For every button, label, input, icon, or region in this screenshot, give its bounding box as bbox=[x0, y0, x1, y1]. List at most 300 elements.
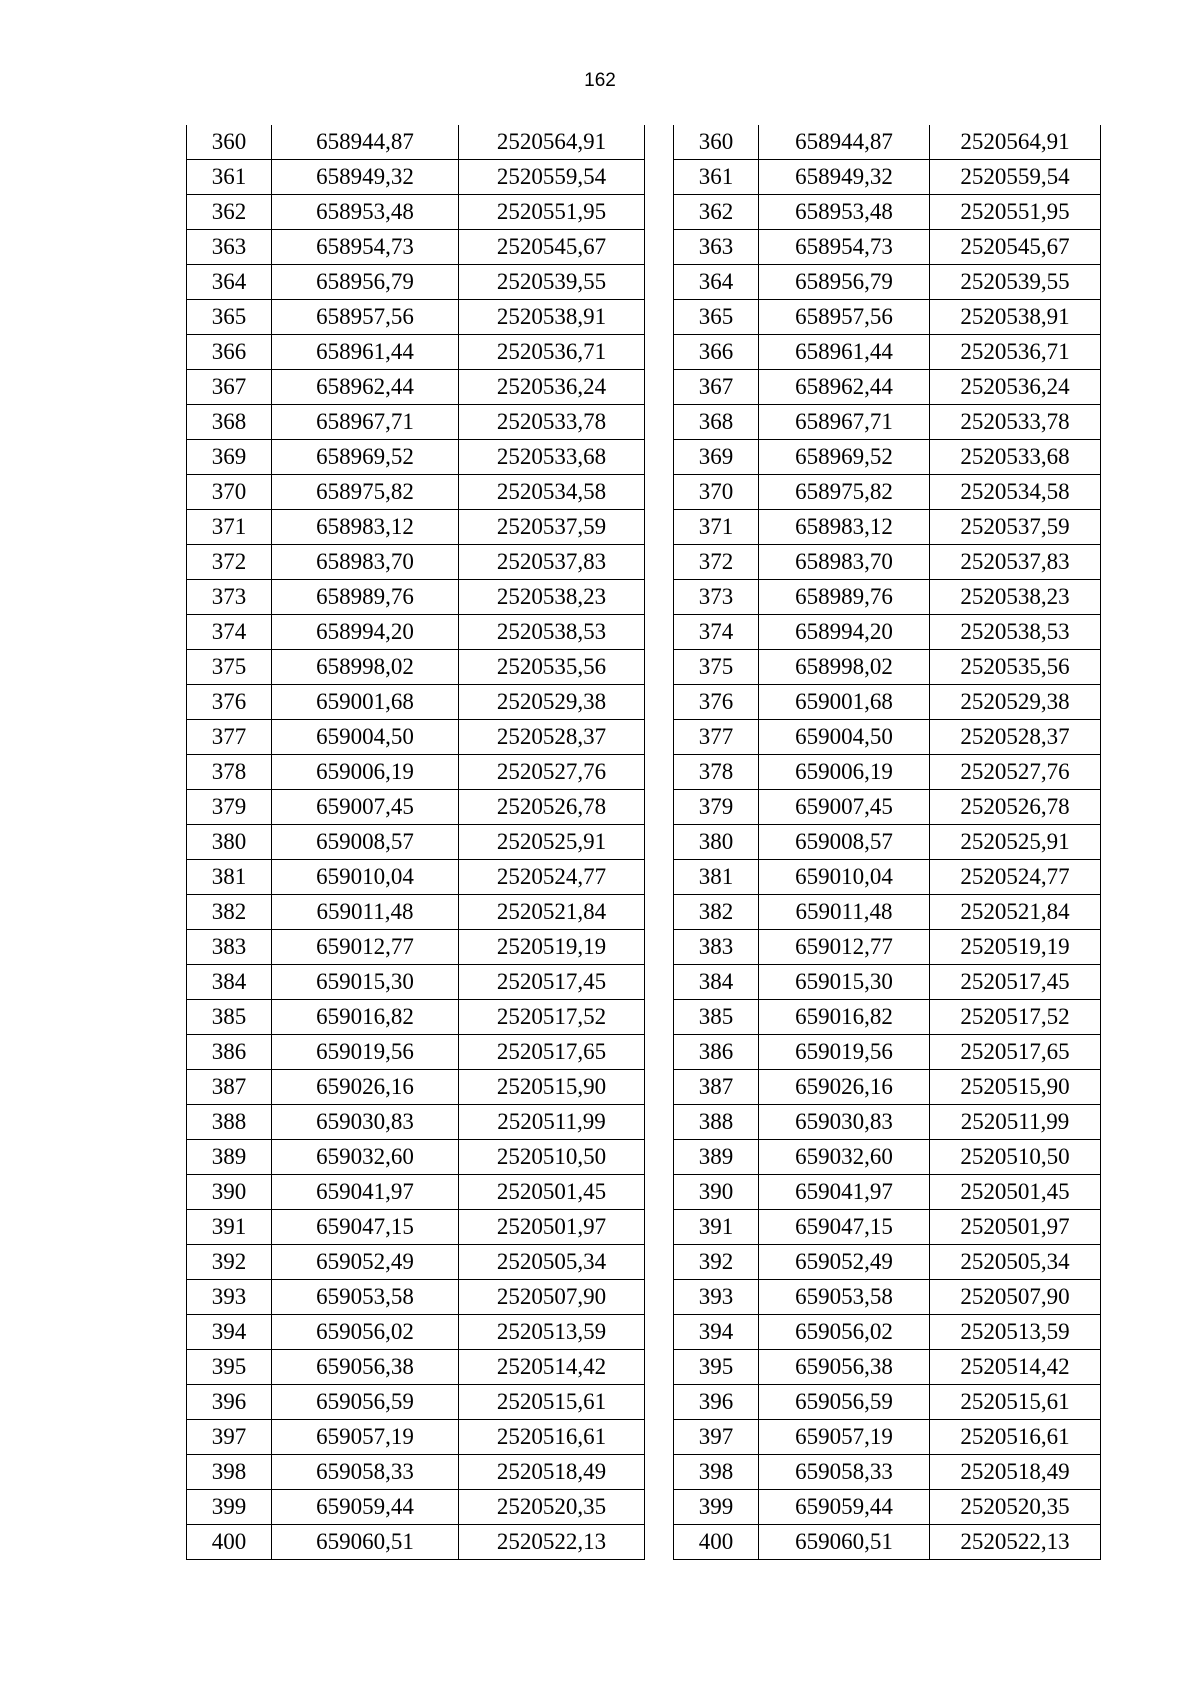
table-row bbox=[187, 1280, 645, 1315]
table-row bbox=[187, 720, 645, 755]
y-coordinate-cell: 2520505,34 bbox=[930, 1245, 1101, 1280]
table-row bbox=[187, 475, 645, 510]
table-row bbox=[674, 650, 1101, 685]
y-coordinate-cell: 2520538,91 bbox=[459, 300, 645, 335]
table-row bbox=[187, 265, 645, 300]
x-coordinate-cell: 659007,45 bbox=[759, 790, 930, 825]
table-row bbox=[187, 370, 645, 405]
point-number-cell: 390 bbox=[187, 1175, 272, 1210]
x-coordinate-cell: 659004,50 bbox=[759, 720, 930, 755]
y-coordinate-cell: 2520525,91 bbox=[459, 825, 645, 860]
y-coordinate-cell: 2520545,67 bbox=[930, 230, 1101, 265]
point-number-cell: 373 bbox=[674, 580, 759, 615]
x-coordinate-cell: 659053,58 bbox=[272, 1280, 459, 1315]
point-number-cell: 385 bbox=[187, 1000, 272, 1035]
x-coordinate-cell: 658949,32 bbox=[272, 160, 459, 195]
x-coordinate-cell: 658954,73 bbox=[759, 230, 930, 265]
y-coordinate-cell: 2520519,19 bbox=[930, 930, 1101, 965]
table-row bbox=[674, 1035, 1101, 1070]
x-coordinate-cell: 658954,73 bbox=[272, 230, 459, 265]
point-number-cell: 388 bbox=[674, 1105, 759, 1140]
x-coordinate-cell: 659010,04 bbox=[759, 860, 930, 895]
x-coordinate-cell: 659006,19 bbox=[272, 755, 459, 790]
x-coordinate-cell: 659011,48 bbox=[272, 895, 459, 930]
point-number-cell: 391 bbox=[187, 1210, 272, 1245]
table-row bbox=[187, 1035, 645, 1070]
table-row bbox=[674, 545, 1101, 580]
y-coordinate-cell: 2520564,91 bbox=[930, 125, 1101, 160]
y-coordinate-cell: 2520537,59 bbox=[459, 510, 645, 545]
x-coordinate-cell: 658983,12 bbox=[759, 510, 930, 545]
table-row bbox=[674, 720, 1101, 755]
point-number-cell: 365 bbox=[674, 300, 759, 335]
x-coordinate-cell: 659056,38 bbox=[759, 1350, 930, 1385]
x-coordinate-cell: 658953,48 bbox=[272, 195, 459, 230]
point-number-cell: 383 bbox=[674, 930, 759, 965]
point-number-cell: 370 bbox=[674, 475, 759, 510]
point-number-cell: 364 bbox=[674, 265, 759, 300]
x-coordinate-cell: 659047,15 bbox=[759, 1210, 930, 1245]
y-coordinate-cell: 2520537,59 bbox=[930, 510, 1101, 545]
y-coordinate-cell: 2520520,35 bbox=[459, 1490, 645, 1525]
x-coordinate-cell: 659047,15 bbox=[272, 1210, 459, 1245]
point-number-cell: 386 bbox=[674, 1035, 759, 1070]
y-coordinate-cell: 2520551,95 bbox=[459, 195, 645, 230]
point-number-cell: 374 bbox=[187, 615, 272, 650]
y-coordinate-cell: 2520536,71 bbox=[930, 335, 1101, 370]
point-number-cell: 370 bbox=[187, 475, 272, 510]
table-row bbox=[674, 440, 1101, 475]
point-number-cell: 377 bbox=[674, 720, 759, 755]
x-coordinate-cell: 658975,82 bbox=[272, 475, 459, 510]
x-coordinate-cell: 658998,02 bbox=[759, 650, 930, 685]
y-coordinate-cell: 2520517,65 bbox=[930, 1035, 1101, 1070]
x-coordinate-cell: 658944,87 bbox=[759, 125, 930, 160]
x-coordinate-cell: 658989,76 bbox=[272, 580, 459, 615]
table-row bbox=[674, 615, 1101, 650]
x-coordinate-cell: 659052,49 bbox=[759, 1245, 930, 1280]
y-coordinate-cell: 2520539,55 bbox=[930, 265, 1101, 300]
point-number-cell: 383 bbox=[187, 930, 272, 965]
x-coordinate-cell: 659059,44 bbox=[759, 1490, 930, 1525]
table-row bbox=[674, 790, 1101, 825]
x-coordinate-cell: 659056,59 bbox=[759, 1385, 930, 1420]
y-coordinate-cell: 2520517,45 bbox=[930, 965, 1101, 1000]
table-row bbox=[187, 1210, 645, 1245]
x-coordinate-cell: 658994,20 bbox=[759, 615, 930, 650]
y-coordinate-cell: 2520551,95 bbox=[930, 195, 1101, 230]
table-row bbox=[187, 440, 645, 475]
x-coordinate-cell: 659008,57 bbox=[272, 825, 459, 860]
x-coordinate-cell: 659007,45 bbox=[272, 790, 459, 825]
table-row bbox=[674, 1245, 1101, 1280]
point-number-cell: 366 bbox=[674, 335, 759, 370]
y-coordinate-cell: 2520510,50 bbox=[930, 1140, 1101, 1175]
table-row bbox=[674, 195, 1101, 230]
x-coordinate-cell: 659058,33 bbox=[272, 1455, 459, 1490]
table-row bbox=[674, 160, 1101, 195]
point-number-cell: 363 bbox=[187, 230, 272, 265]
y-coordinate-cell: 2520511,99 bbox=[459, 1105, 645, 1140]
x-coordinate-cell: 659012,77 bbox=[272, 930, 459, 965]
y-coordinate-cell: 2520516,61 bbox=[459, 1420, 645, 1455]
point-number-cell: 388 bbox=[187, 1105, 272, 1140]
point-number-cell: 362 bbox=[187, 195, 272, 230]
y-coordinate-cell: 2520515,90 bbox=[930, 1070, 1101, 1105]
table-row bbox=[674, 1140, 1101, 1175]
table-row bbox=[187, 300, 645, 335]
table-row bbox=[187, 405, 645, 440]
point-number-cell: 397 bbox=[187, 1420, 272, 1455]
y-coordinate-cell: 2520538,23 bbox=[459, 580, 645, 615]
point-number-cell: 380 bbox=[187, 825, 272, 860]
x-coordinate-cell: 659052,49 bbox=[272, 1245, 459, 1280]
table-row bbox=[187, 125, 645, 160]
x-coordinate-cell: 659015,30 bbox=[759, 965, 930, 1000]
point-number-cell: 382 bbox=[187, 895, 272, 930]
table-row bbox=[674, 510, 1101, 545]
y-coordinate-cell: 2520527,76 bbox=[930, 755, 1101, 790]
point-number-cell: 400 bbox=[674, 1525, 759, 1560]
y-coordinate-cell: 2520505,34 bbox=[459, 1245, 645, 1280]
x-coordinate-cell: 659057,19 bbox=[272, 1420, 459, 1455]
x-coordinate-cell: 659016,82 bbox=[272, 1000, 459, 1035]
point-number-cell: 366 bbox=[187, 335, 272, 370]
x-coordinate-cell: 659056,02 bbox=[272, 1315, 459, 1350]
y-coordinate-cell: 2520536,24 bbox=[459, 370, 645, 405]
point-number-cell: 376 bbox=[187, 685, 272, 720]
point-number-cell: 382 bbox=[674, 895, 759, 930]
point-number-cell: 394 bbox=[187, 1315, 272, 1350]
y-coordinate-cell: 2520536,24 bbox=[930, 370, 1101, 405]
x-coordinate-cell: 659016,82 bbox=[759, 1000, 930, 1035]
point-number-cell: 392 bbox=[674, 1245, 759, 1280]
point-number-cell: 386 bbox=[187, 1035, 272, 1070]
table-row bbox=[187, 335, 645, 370]
table-row bbox=[187, 1175, 645, 1210]
x-coordinate-cell: 658967,71 bbox=[272, 405, 459, 440]
x-coordinate-cell: 658962,44 bbox=[272, 370, 459, 405]
table-row bbox=[187, 1455, 645, 1490]
point-number-cell: 396 bbox=[674, 1385, 759, 1420]
table-row bbox=[187, 1140, 645, 1175]
x-coordinate-cell: 659026,16 bbox=[759, 1070, 930, 1105]
point-number-cell: 378 bbox=[187, 755, 272, 790]
x-coordinate-cell: 659058,33 bbox=[759, 1455, 930, 1490]
point-number-cell: 367 bbox=[674, 370, 759, 405]
point-number-cell: 393 bbox=[187, 1280, 272, 1315]
x-coordinate-cell: 658961,44 bbox=[759, 335, 930, 370]
table-row bbox=[674, 1385, 1101, 1420]
point-number-cell: 400 bbox=[187, 1525, 272, 1560]
y-coordinate-cell: 2520524,77 bbox=[930, 860, 1101, 895]
y-coordinate-cell: 2520533,78 bbox=[459, 405, 645, 440]
x-coordinate-cell: 659026,16 bbox=[272, 1070, 459, 1105]
x-coordinate-cell: 658989,76 bbox=[759, 580, 930, 615]
point-number-cell: 364 bbox=[187, 265, 272, 300]
page-number: 162 bbox=[584, 70, 616, 91]
table-row bbox=[187, 1350, 645, 1385]
table-row bbox=[674, 405, 1101, 440]
point-number-cell: 391 bbox=[674, 1210, 759, 1245]
point-number-cell: 375 bbox=[187, 650, 272, 685]
point-number-cell: 396 bbox=[187, 1385, 272, 1420]
y-coordinate-cell: 2520537,83 bbox=[930, 545, 1101, 580]
y-coordinate-cell: 2520501,45 bbox=[459, 1175, 645, 1210]
table-row bbox=[187, 1315, 645, 1350]
x-coordinate-cell: 659032,60 bbox=[759, 1140, 930, 1175]
table-row bbox=[674, 230, 1101, 265]
table-row bbox=[674, 930, 1101, 965]
x-coordinate-cell: 658956,79 bbox=[759, 265, 930, 300]
x-coordinate-cell: 659057,19 bbox=[759, 1420, 930, 1455]
point-number-cell: 371 bbox=[187, 510, 272, 545]
table-row bbox=[674, 370, 1101, 405]
y-coordinate-cell: 2520516,61 bbox=[930, 1420, 1101, 1455]
point-number-cell: 394 bbox=[674, 1315, 759, 1350]
table-row bbox=[674, 1210, 1101, 1245]
table-row bbox=[674, 1070, 1101, 1105]
table-row bbox=[187, 1000, 645, 1035]
x-coordinate-cell: 658983,70 bbox=[272, 545, 459, 580]
x-coordinate-cell: 659060,51 bbox=[759, 1525, 930, 1560]
table-row bbox=[674, 1490, 1101, 1525]
point-number-cell: 379 bbox=[674, 790, 759, 825]
point-number-cell: 398 bbox=[187, 1455, 272, 1490]
y-coordinate-cell: 2520535,56 bbox=[459, 650, 645, 685]
y-coordinate-cell: 2520538,53 bbox=[930, 615, 1101, 650]
x-coordinate-cell: 659004,50 bbox=[272, 720, 459, 755]
y-coordinate-cell: 2520539,55 bbox=[459, 265, 645, 300]
point-number-cell: 372 bbox=[674, 545, 759, 580]
point-number-cell: 363 bbox=[674, 230, 759, 265]
x-coordinate-cell: 659030,83 bbox=[759, 1105, 930, 1140]
table-row bbox=[187, 580, 645, 615]
y-coordinate-cell: 2520522,13 bbox=[930, 1525, 1101, 1560]
point-number-cell: 389 bbox=[187, 1140, 272, 1175]
x-coordinate-cell: 659001,68 bbox=[759, 685, 930, 720]
table-row bbox=[674, 475, 1101, 510]
point-number-cell: 384 bbox=[674, 965, 759, 1000]
point-number-cell: 399 bbox=[674, 1490, 759, 1525]
x-coordinate-cell: 659006,19 bbox=[759, 755, 930, 790]
point-number-cell: 395 bbox=[674, 1350, 759, 1385]
point-number-cell: 397 bbox=[674, 1420, 759, 1455]
y-coordinate-cell: 2520520,35 bbox=[930, 1490, 1101, 1525]
table-row bbox=[674, 1455, 1101, 1490]
y-coordinate-cell: 2520528,37 bbox=[459, 720, 645, 755]
x-coordinate-cell: 659041,97 bbox=[272, 1175, 459, 1210]
table-row bbox=[674, 1525, 1101, 1560]
point-number-cell: 389 bbox=[674, 1140, 759, 1175]
table-row bbox=[187, 790, 645, 825]
y-coordinate-cell: 2520525,91 bbox=[930, 825, 1101, 860]
table-row bbox=[187, 930, 645, 965]
y-coordinate-cell: 2520529,38 bbox=[459, 685, 645, 720]
x-coordinate-cell: 658957,56 bbox=[759, 300, 930, 335]
table-row bbox=[674, 265, 1101, 300]
y-coordinate-cell: 2520524,77 bbox=[459, 860, 645, 895]
y-coordinate-cell: 2520533,78 bbox=[930, 405, 1101, 440]
x-coordinate-cell: 658953,48 bbox=[759, 195, 930, 230]
x-coordinate-cell: 659041,97 bbox=[759, 1175, 930, 1210]
coordinates-table-left bbox=[186, 125, 645, 1560]
table-row bbox=[187, 860, 645, 895]
y-coordinate-cell: 2520514,42 bbox=[459, 1350, 645, 1385]
table-row bbox=[187, 895, 645, 930]
x-coordinate-cell: 658967,71 bbox=[759, 405, 930, 440]
x-coordinate-cell: 658969,52 bbox=[759, 440, 930, 475]
y-coordinate-cell: 2520501,97 bbox=[459, 1210, 645, 1245]
x-coordinate-cell: 659019,56 bbox=[272, 1035, 459, 1070]
point-number-cell: 393 bbox=[674, 1280, 759, 1315]
y-coordinate-cell: 2520526,78 bbox=[459, 790, 645, 825]
x-coordinate-cell: 659001,68 bbox=[272, 685, 459, 720]
y-coordinate-cell: 2520564,91 bbox=[459, 125, 645, 160]
table-row bbox=[187, 195, 645, 230]
table-row bbox=[187, 510, 645, 545]
point-number-cell: 376 bbox=[674, 685, 759, 720]
x-coordinate-cell: 659010,04 bbox=[272, 860, 459, 895]
point-number-cell: 395 bbox=[187, 1350, 272, 1385]
table-row bbox=[187, 965, 645, 1000]
table-row bbox=[674, 1175, 1101, 1210]
x-coordinate-cell: 658962,44 bbox=[759, 370, 930, 405]
point-number-cell: 361 bbox=[674, 160, 759, 195]
table-row bbox=[674, 685, 1101, 720]
table-row bbox=[674, 1315, 1101, 1350]
point-number-cell: 384 bbox=[187, 965, 272, 1000]
table-row bbox=[187, 1490, 645, 1525]
x-coordinate-cell: 659012,77 bbox=[759, 930, 930, 965]
table-row bbox=[187, 230, 645, 265]
table-row bbox=[674, 1280, 1101, 1315]
x-coordinate-cell: 658956,79 bbox=[272, 265, 459, 300]
y-coordinate-cell: 2520501,45 bbox=[930, 1175, 1101, 1210]
y-coordinate-cell: 2520517,65 bbox=[459, 1035, 645, 1070]
y-coordinate-cell: 2520517,52 bbox=[930, 1000, 1101, 1035]
point-number-cell: 360 bbox=[187, 125, 272, 160]
point-number-cell: 399 bbox=[187, 1490, 272, 1525]
point-number-cell: 387 bbox=[674, 1070, 759, 1105]
x-coordinate-cell: 658957,56 bbox=[272, 300, 459, 335]
point-number-cell: 362 bbox=[674, 195, 759, 230]
y-coordinate-cell: 2520522,13 bbox=[459, 1525, 645, 1560]
table-row bbox=[674, 1350, 1101, 1385]
y-coordinate-cell: 2520533,68 bbox=[930, 440, 1101, 475]
y-coordinate-cell: 2520507,90 bbox=[930, 1280, 1101, 1315]
point-number-cell: 369 bbox=[674, 440, 759, 475]
table-row bbox=[187, 755, 645, 790]
point-number-cell: 373 bbox=[187, 580, 272, 615]
table-row bbox=[187, 1385, 645, 1420]
x-coordinate-cell: 658983,70 bbox=[759, 545, 930, 580]
table-row bbox=[187, 1525, 645, 1560]
x-coordinate-cell: 659011,48 bbox=[759, 895, 930, 930]
point-number-cell: 385 bbox=[674, 1000, 759, 1035]
table-row bbox=[674, 965, 1101, 1000]
x-coordinate-cell: 658983,12 bbox=[272, 510, 459, 545]
y-coordinate-cell: 2520521,84 bbox=[459, 895, 645, 930]
y-coordinate-cell: 2520513,59 bbox=[459, 1315, 645, 1350]
point-number-cell: 374 bbox=[674, 615, 759, 650]
point-number-cell: 369 bbox=[187, 440, 272, 475]
point-number-cell: 375 bbox=[674, 650, 759, 685]
table-row bbox=[674, 895, 1101, 930]
y-coordinate-cell: 2520507,90 bbox=[459, 1280, 645, 1315]
x-coordinate-cell: 658944,87 bbox=[272, 125, 459, 160]
y-coordinate-cell: 2520515,61 bbox=[930, 1385, 1101, 1420]
x-coordinate-cell: 659019,56 bbox=[759, 1035, 930, 1070]
x-coordinate-cell: 658975,82 bbox=[759, 475, 930, 510]
coordinates-table-right bbox=[673, 125, 1101, 1560]
table-row bbox=[187, 650, 645, 685]
y-coordinate-cell: 2520511,99 bbox=[930, 1105, 1101, 1140]
x-coordinate-cell: 658998,02 bbox=[272, 650, 459, 685]
point-number-cell: 361 bbox=[187, 160, 272, 195]
y-coordinate-cell: 2520559,54 bbox=[459, 160, 645, 195]
x-coordinate-cell: 659060,51 bbox=[272, 1525, 459, 1560]
point-number-cell: 387 bbox=[187, 1070, 272, 1105]
table-row bbox=[187, 615, 645, 650]
x-coordinate-cell: 658961,44 bbox=[272, 335, 459, 370]
table-row bbox=[674, 755, 1101, 790]
y-coordinate-cell: 2520518,49 bbox=[459, 1455, 645, 1490]
table-row bbox=[187, 1070, 645, 1105]
table-row bbox=[187, 545, 645, 580]
x-coordinate-cell: 659032,60 bbox=[272, 1140, 459, 1175]
table-row bbox=[674, 300, 1101, 335]
point-number-cell: 377 bbox=[187, 720, 272, 755]
y-coordinate-cell: 2520510,50 bbox=[459, 1140, 645, 1175]
point-number-cell: 368 bbox=[187, 405, 272, 440]
table-row bbox=[674, 1420, 1101, 1455]
table-row bbox=[187, 1105, 645, 1140]
x-coordinate-cell: 659056,59 bbox=[272, 1385, 459, 1420]
point-number-cell: 368 bbox=[674, 405, 759, 440]
y-coordinate-cell: 2520517,45 bbox=[459, 965, 645, 1000]
y-coordinate-cell: 2520538,23 bbox=[930, 580, 1101, 615]
y-coordinate-cell: 2520519,19 bbox=[459, 930, 645, 965]
table-row bbox=[674, 860, 1101, 895]
y-coordinate-cell: 2520521,84 bbox=[930, 895, 1101, 930]
point-number-cell: 392 bbox=[187, 1245, 272, 1280]
point-number-cell: 372 bbox=[187, 545, 272, 580]
table-row bbox=[187, 1420, 645, 1455]
x-coordinate-cell: 659053,58 bbox=[759, 1280, 930, 1315]
x-coordinate-cell: 659059,44 bbox=[272, 1490, 459, 1525]
point-number-cell: 379 bbox=[187, 790, 272, 825]
y-coordinate-cell: 2520536,71 bbox=[459, 335, 645, 370]
point-number-cell: 365 bbox=[187, 300, 272, 335]
y-coordinate-cell: 2520514,42 bbox=[930, 1350, 1101, 1385]
x-coordinate-cell: 658969,52 bbox=[272, 440, 459, 475]
table-row bbox=[674, 125, 1101, 160]
point-number-cell: 367 bbox=[187, 370, 272, 405]
table-row bbox=[674, 1105, 1101, 1140]
table-row bbox=[187, 1245, 645, 1280]
table-row bbox=[187, 160, 645, 195]
point-number-cell: 371 bbox=[674, 510, 759, 545]
table-row bbox=[187, 685, 645, 720]
y-coordinate-cell: 2520527,76 bbox=[459, 755, 645, 790]
y-coordinate-cell: 2520518,49 bbox=[930, 1455, 1101, 1490]
point-number-cell: 398 bbox=[674, 1455, 759, 1490]
x-coordinate-cell: 659056,02 bbox=[759, 1315, 930, 1350]
y-coordinate-cell: 2520534,58 bbox=[930, 475, 1101, 510]
x-coordinate-cell: 659030,83 bbox=[272, 1105, 459, 1140]
x-coordinate-cell: 659056,38 bbox=[272, 1350, 459, 1385]
